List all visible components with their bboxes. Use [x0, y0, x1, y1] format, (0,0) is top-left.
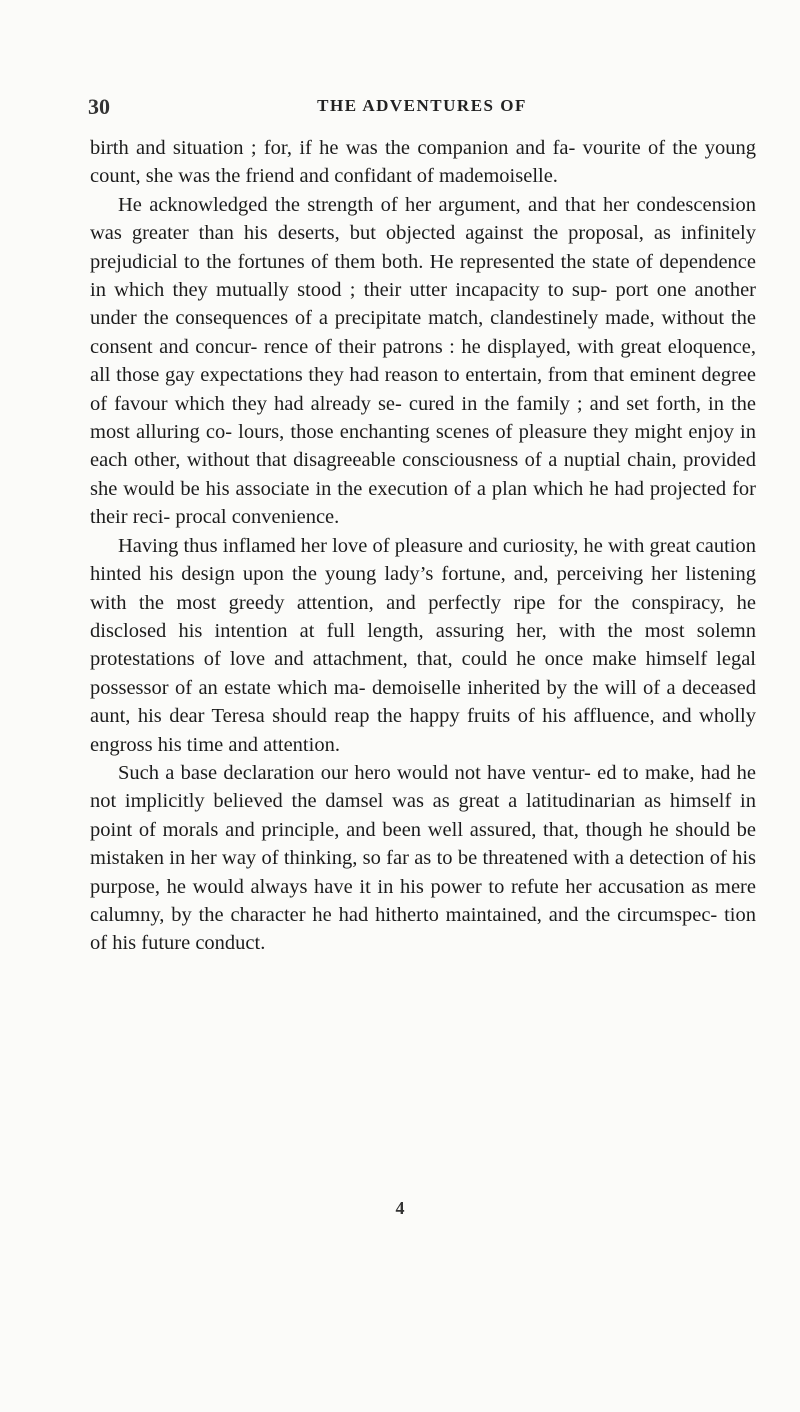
paragraph-having-thus: Having thus inflamed her love of pleasure and curiosity, he with great caution hinted his design upon the young lady’s fortune, and, perceiving her listening with the most greedy attention, and perfectly ripe for the conspiracy, he disclosed his intention at full length, assuring her, with the most solemn protestations of love and attachment, that, could he once make himself legal possessor of an estate which ma- demoiselle inherited by the will of a deceased aunt, his dear Teresa should reap the happy fruits of his affluence, and wholly engross his time and attention.	[90, 534, 756, 756]
paragraph-acknowledged: He acknowledged the strength of her argument, and that her condescension was greater than his deserts, but objected against the proposal, as infinitely prejudicial to the fortunes of them both. He represented the state of dependence in which they mutually stood ; their utter incapacity to sup- port one another under the consequences of a precipitate match, clandestinely made, without the consent and concur- rence of their patrons : he displayed, with great eloquence, all those gay expectations they had reason to entertain, from that eminent degree of favour which they had already se- cured in the family ; and set forth, in the most alluring co- lours, those enchanting scenes of pleasure they might enjoy in each other, without that disagreeable consciousness of a nuptial chain, provided she would be his associate in the execution of a plan which he had projected for their reci- procal convenience.	[90, 193, 756, 529]
body-text	[90, 134, 756, 958]
paragraph-base-declaration: Such a base declaration our hero would not have ventur- ed to make, had he not implicitly believed the damsel was as great a latitudinarian as himself in point of morals and principle, and been well assured, that, though he should be mistaken in her way of thinking, so far as to be threatened with a detection of his purpose, he would always have it in his power to refute her accusation as mere calumny, by the character he had hitherto maintained, and the circumspec- tion of his future conduct.	[90, 761, 756, 955]
running-title: THE ADVENTURES OF	[317, 96, 527, 115]
signature-mark: 4	[395, 1198, 405, 1218]
running-head	[88, 94, 756, 120]
page-number: 30	[88, 94, 110, 119]
paragraph-continuation: birth and situation ; for, if he was the companion and fa- vourite of the young count, she was the friend and confidant of mademoiselle.	[90, 137, 756, 188]
